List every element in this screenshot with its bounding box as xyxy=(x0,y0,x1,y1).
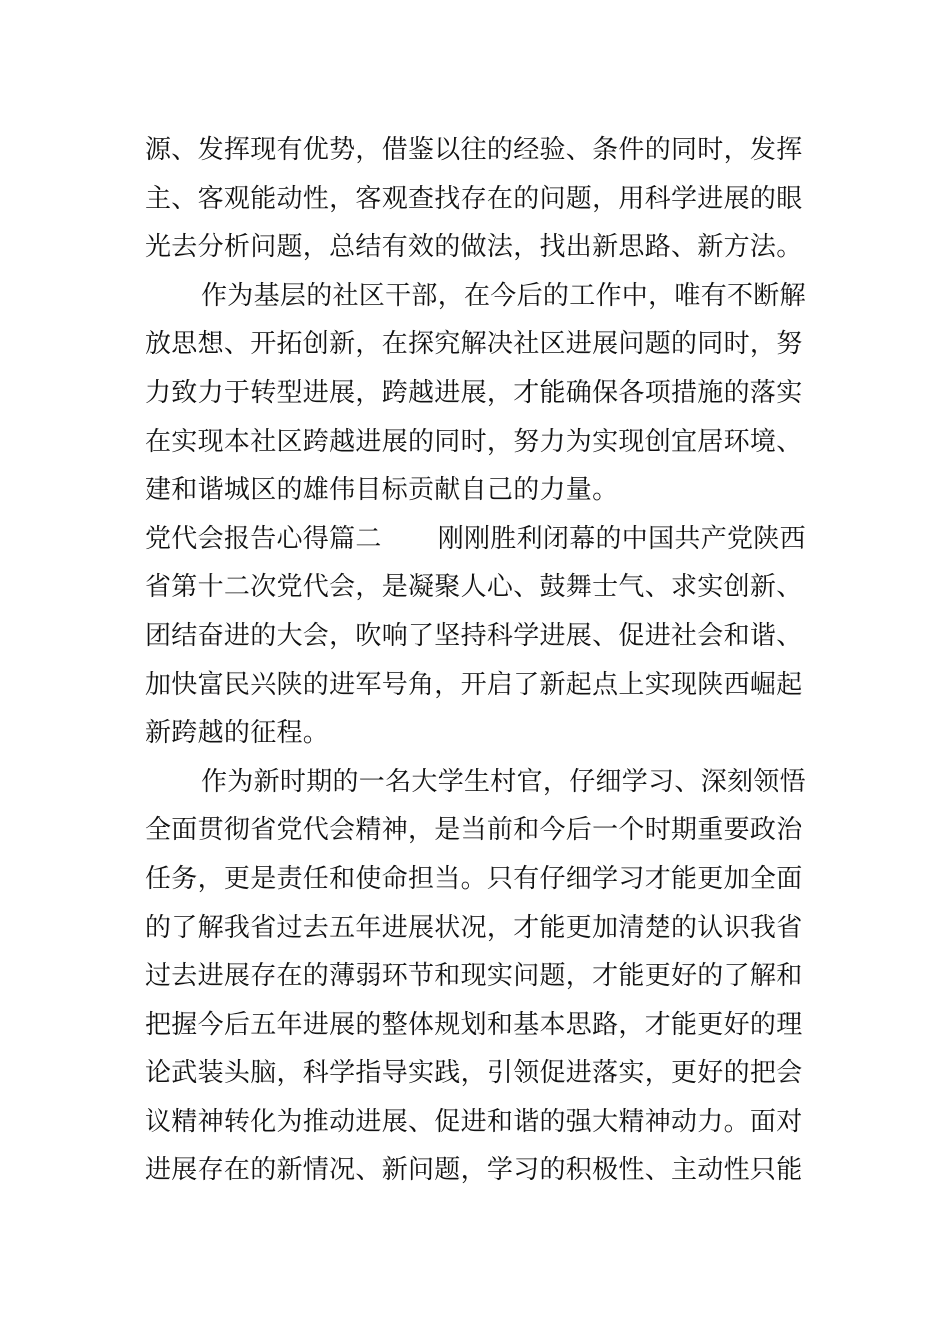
text-line: 作为新时期的一名大学生村官，仔细学习、深刻领悟 xyxy=(201,766,806,797)
text-line: 源、发挥现有优势，借鉴以往的经验、条件的同时，发挥 xyxy=(145,135,803,165)
text-line: 加快富民兴陕的进军号角，开启了新起点上实现陕西崛起 xyxy=(145,669,803,700)
text-line: 在实现本社区跨越进展的同时，努力为实现创宜居环境、 xyxy=(145,426,803,457)
paragraph-3 xyxy=(145,515,810,758)
document-body xyxy=(145,126,810,1195)
paragraph-1 xyxy=(145,126,810,272)
text-line: 刚刚胜利闭幕的中国共产党陕西 xyxy=(437,523,806,554)
text-line: 的了解我省过去五年进展状况，才能更加清楚的认识我省 xyxy=(145,912,803,943)
text-line: 新跨越的征程。 xyxy=(145,718,330,749)
text-line: 建和谐城区的雄伟目标贡献自己的力量。 xyxy=(145,475,619,506)
paragraph-4 xyxy=(145,758,810,1195)
section-heading: 党代会报告心得篇二 xyxy=(145,523,382,554)
paragraph-2 xyxy=(145,272,810,515)
text-line: 全面贯彻省党代会精神，是当前和今后一个时期重要政治 xyxy=(145,815,803,846)
text-line: 放思想、开拓创新，在探究解决社区进展问题的同时，努 xyxy=(145,329,803,360)
text-line: 任务，更是责任和使命担当。只有仔细学习才能更加全面 xyxy=(145,863,803,894)
text-line: 过去进展存在的薄弱环节和现实问题，才能更好的了解和 xyxy=(145,961,803,992)
text-line: 力致力于转型进展，跨越进展，才能确保各项措施的落实 xyxy=(145,377,803,408)
text-line: 光去分析问题，总结有效的做法，找出新思路、新方法。 xyxy=(145,232,803,263)
text-line: 主、客观能动性，客观查找存在的问题，用科学进展的眼 xyxy=(145,183,803,214)
text-line: 把握今后五年进展的整体规划和基本思路，才能更好的理 xyxy=(145,1009,803,1040)
text-line: 进展存在的新情况、新问题，学习的积极性、主动性只能 xyxy=(145,1155,803,1186)
text-line: 团结奋进的大会，吹响了坚持科学进展、促进社会和谐、 xyxy=(145,620,803,651)
text-line: 议精神转化为推动进展、促进和谐的强大精神动力。面对 xyxy=(145,1106,803,1137)
heading-line xyxy=(145,515,810,564)
text-line: 省第十二次党代会，是凝聚人心、鼓舞士气、求实创新、 xyxy=(145,572,803,603)
text-line: 论武装头脑，科学指导实践，引领促进落实，更好的把会 xyxy=(145,1058,803,1089)
text-line: 作为基层的社区干部，在今后的工作中，唯有不断解 xyxy=(201,280,806,311)
